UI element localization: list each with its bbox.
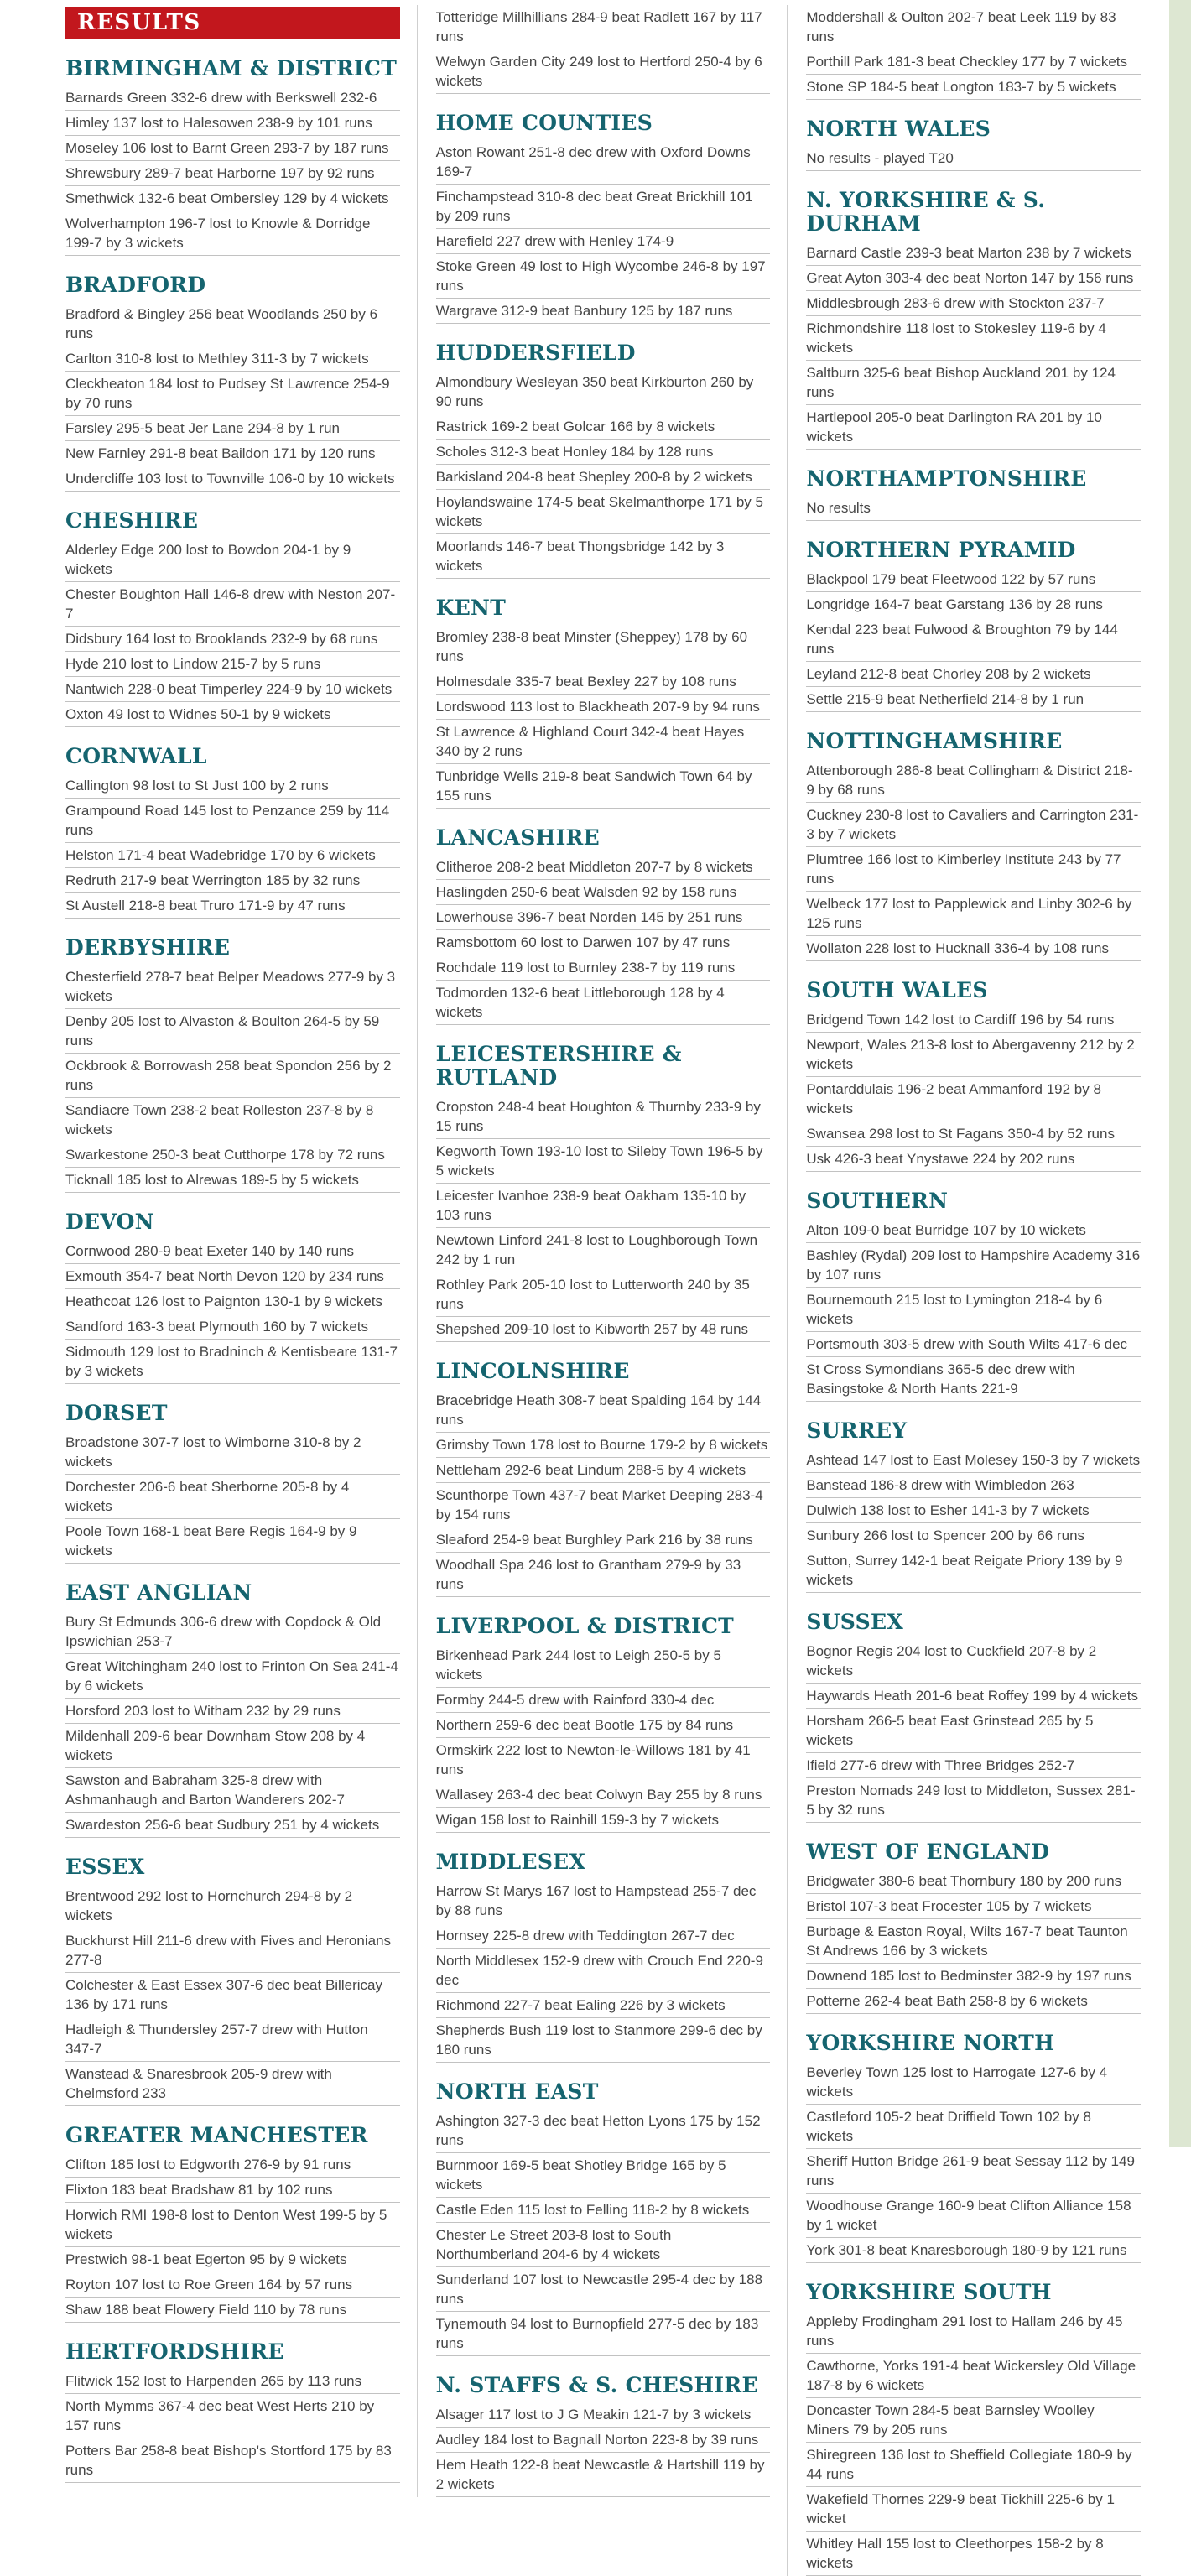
result-row: Aston Rowant 251-8 dec drew with Oxford Downs 169-7 — [436, 140, 771, 185]
league-section — [806, 2281, 1141, 2576]
result-row: Horsford 203 lost to Witham 232 by 29 runs — [65, 1699, 400, 1724]
section-title: MIDDLESEX — [435, 1850, 586, 1874]
result-row: Appleby Frodingham 291 lost to Hallam 246 by 45 runs — [806, 2309, 1141, 2354]
result-row: Leicester Ivanhoe 238-9 beat Oakham 135-10 by 103 runs — [436, 1184, 771, 1228]
result-row: Wallasey 263-4 dec beat Colwyn Bay 255 by 8 runs — [436, 1782, 771, 1808]
league-section — [65, 936, 400, 1193]
result-row: Alderley Edge 200 lost to Bowdon 204-1 by 9 wickets — [65, 538, 400, 582]
result-row: Sleaford 254-9 beat Burghley Park 216 by 38 runs — [436, 1527, 771, 1553]
result-row: Almondbury Wesleyan 350 beat Kirkburton 260 by 90 runs — [436, 370, 771, 414]
result-row: Pontarddulais 196-2 beat Ammanford 192 by 8 wickets — [806, 1077, 1141, 1121]
result-row: Longridge 164-7 beat Garstang 136 by 28 runs — [806, 592, 1141, 617]
result-row: Todmorden 132-6 beat Littleborough 128 by 4 wickets — [436, 981, 771, 1025]
result-row: Haslingden 250-6 beat Walsden 92 by 158 runs — [436, 880, 771, 905]
section-title: YORKSHIRE SOUTH — [806, 2280, 1052, 2304]
result-row: Ashington 327-3 dec beat Hetton Lyons 175 by 152 runs — [436, 2109, 771, 2153]
result-row: Porthill Park 181-3 beat Checkley 177 by 7 wickets — [806, 49, 1141, 75]
section-title: EAST ANGLIAN — [65, 1580, 252, 1605]
result-row: Sawston and Babraham 325-8 drew with Ashmanhaugh and Barton Wanderers 202-7 — [65, 1768, 400, 1813]
result-row: Undercliffe 103 lost to Townville 106-0 by 10 wickets — [65, 466, 400, 492]
result-row: Ticknall 185 lost to Alrewas 189-5 by 5 wickets — [65, 1168, 400, 1193]
league-section — [436, 112, 771, 324]
result-row: Welbeck 177 lost to Papplewick and Linby 302-6 by 125 runs — [806, 892, 1141, 936]
result-row: Bury St Edmunds 306-6 drew with Copdock & Old Ipswichian 253-7 — [65, 1610, 400, 1654]
section-title: HOME COUNTIES — [435, 111, 653, 135]
league-section — [806, 5, 1141, 100]
section-title: YORKSHIRE NORTH — [806, 2031, 1055, 2055]
result-row: Clifton 185 lost to Edgworth 276-9 by 91 runs — [65, 2152, 400, 2178]
result-row: Banstead 186-8 drew with Wimbledon 263 — [806, 1473, 1141, 1498]
league-section — [436, 2080, 771, 2356]
section-title: NORTH WALES — [806, 117, 991, 141]
result-row: Bracebridge Heath 308-7 beat Spalding 164 by 144 runs — [436, 1388, 771, 1433]
result-row: Himley 137 lost to Halesowen 238-9 by 101 runs — [65, 111, 400, 136]
result-row: Heathcoat 126 lost to Paignton 130-1 by 9 wickets — [65, 1289, 400, 1314]
result-row: Swarkestone 250-3 beat Cutthorpe 178 by 72 runs — [65, 1142, 400, 1168]
result-row: Newtown Linford 241-8 lost to Loughborough Town 242 by 1 run — [436, 1228, 771, 1272]
results-banner-label: RESULTS — [77, 10, 201, 35]
section-title: NORTHAMPTONSHIRE — [806, 466, 1087, 491]
result-row: Wollaton 228 lost to Hucknall 336-4 by 108 runs — [806, 936, 1141, 961]
section-title: ESSEX — [65, 1855, 145, 1879]
section-title: LANCASHIRE — [435, 825, 600, 850]
result-row: Horsham 266-5 beat East Grinstead 265 by 5 wickets — [806, 1709, 1141, 1753]
result-row: Usk 426-3 beat Ynystawe 224 by 202 runs — [806, 1147, 1141, 1172]
section-title: SURREY — [806, 1418, 908, 1443]
result-row: Welwyn Garden City 249 lost to Hertford 250-4 by 6 wickets — [436, 49, 771, 94]
result-row: Shrewsbury 289-7 beat Harborne 197 by 92 runs — [65, 161, 400, 186]
result-row: Birkenhead Park 244 lost to Leigh 250-5 by 5 wickets — [436, 1643, 771, 1688]
league-section — [436, 1360, 771, 1597]
section-title: NOTTINGHAMSHIRE — [806, 729, 1063, 753]
result-row: Scholes 312-3 beat Honley 184 by 128 runs — [436, 440, 771, 465]
result-row: Scunthorpe Town 437-7 beat Market Deeping 283-4 by 154 runs — [436, 1483, 771, 1527]
result-row: Oxton 49 lost to Widnes 50-1 by 9 wickets — [65, 702, 400, 727]
results-banner — [65, 7, 400, 39]
result-row: St Cross Symondians 365-5 dec drew with Basingstoke & North Hants 221-9 — [806, 1357, 1141, 1402]
page-margin-strip — [1169, 0, 1191, 2147]
result-row: Moorlands 146-7 beat Thongsbridge 142 by 3 wickets — [436, 534, 771, 579]
section-title: LIVERPOOL & DISTRICT — [435, 1614, 735, 1638]
league-section — [65, 57, 400, 256]
result-row: Poole Town 168-1 beat Bere Regis 164-9 by 9 wickets — [65, 1519, 400, 1564]
league-section — [806, 467, 1141, 521]
result-row: Barnards Green 332-6 drew with Berkswell 232-6 — [65, 86, 400, 111]
result-row: Cleckheaton 184 lost to Pudsey St Lawrence 254-9 by 70 runs — [65, 372, 400, 416]
result-row: Colchester & East Essex 307-6 dec beat Billericay 136 by 171 runs — [65, 1973, 400, 2017]
result-row: Bristol 107-3 beat Frocester 105 by 7 wickets — [806, 1894, 1141, 1919]
result-row: Bromley 238-8 beat Minster (Sheppey) 178 by 60 runs — [436, 625, 771, 669]
result-row: Bridgend Town 142 lost to Cardiff 196 by 54 runs — [806, 1007, 1141, 1033]
result-row: Chester Boughton Hall 146-8 drew with Neston 207-7 — [65, 582, 400, 627]
result-row: Smethwick 132-6 beat Ombersley 129 by 4 wickets — [65, 186, 400, 211]
section-title: HERTFORDSHIRE — [65, 2339, 284, 2364]
result-row: North Middlesex 152-9 drew with Crouch End 220-9 dec — [436, 1949, 771, 1993]
result-row: Shepherds Bush 119 lost to Stanmore 299-6 dec by 180 runs — [436, 2018, 771, 2063]
league-section — [806, 1189, 1141, 1402]
result-row: Shepshed 209-10 lost to Kibworth 257 by 48 runs — [436, 1317, 771, 1342]
result-row: Clitheroe 208-2 beat Middleton 207-7 by 8 wickets — [436, 855, 771, 880]
results-column-1 — [65, 5, 417, 2483]
result-row: Shaw 188 beat Flowery Field 110 by 78 runs — [65, 2298, 400, 2323]
result-row: Chesterfield 278-7 beat Belper Meadows 277-9 by 3 wickets — [65, 965, 400, 1009]
result-row: Rochdale 119 lost to Burnley 238-7 by 119 runs — [436, 955, 771, 981]
result-row: Exmouth 354-7 beat North Devon 120 by 234 runs — [65, 1264, 400, 1289]
result-row: Rothley Park 205-10 lost to Lutterworth 240 by 35 runs — [436, 1272, 771, 1317]
result-row: Nettleham 292-6 beat Lindum 288-5 by 4 wickets — [436, 1458, 771, 1483]
result-row: Hoylandswaine 174-5 beat Skelmanthorpe 171 by 5 wickets — [436, 490, 771, 534]
result-row: Alsager 117 lost to J G Meakin 121-7 by 3 wickets — [436, 2402, 771, 2428]
section-title: NORTHERN PYRAMID — [806, 538, 1076, 562]
result-row: Carlton 310-8 lost to Methley 311-3 by 7 wickets — [65, 346, 400, 372]
result-row: St Austell 218-8 beat Truro 171-9 by 47 runs — [65, 893, 400, 919]
result-row: Wargrave 312-9 beat Banbury 125 by 187 runs — [436, 299, 771, 324]
result-row: Stone SP 184-5 beat Longton 183-7 by 5 wickets — [806, 75, 1141, 100]
result-row: Haywards Heath 201-6 beat Roffey 199 by 4 wickets — [806, 1684, 1141, 1709]
results-column-3 — [787, 5, 1157, 2576]
result-row: Newport, Wales 213-8 lost to Abergavenny 212 by 2 wickets — [806, 1033, 1141, 1077]
section-title: N. STAFFS & S. CHESHIRE — [435, 2373, 758, 2397]
result-row: Brentwood 292 lost to Hornchurch 294-8 by 2 wickets — [65, 1884, 400, 1928]
league-section — [436, 826, 771, 1025]
result-row: Sidmouth 129 lost to Bradninch & Kentisbeare 131-7 by 3 wickets — [65, 1340, 400, 1384]
league-section — [806, 189, 1141, 450]
result-row: Portsmouth 303-5 drew with South Wilts 417-6 dec — [806, 1332, 1141, 1357]
result-row: Hem Heath 122-8 beat Newcastle & Hartshill 119 by 2 wickets — [436, 2453, 771, 2497]
result-row: Kendal 223 beat Fulwood & Broughton 79 by 144 runs — [806, 617, 1141, 662]
section-title: DEVON — [65, 1210, 154, 1234]
result-row: Broadstone 307-7 lost to Wimborne 310-8 by 2 wickets — [65, 1430, 400, 1475]
result-row: Hyde 210 lost to Lindow 215-7 by 5 runs — [65, 652, 400, 677]
result-row: Whitley Hall 155 lost to Cleethorpes 158-2 by 8 wickets — [806, 2532, 1141, 2576]
section-title: WEST OF ENGLAND — [806, 1840, 1050, 1864]
result-row: Woodhall Spa 246 lost to Grantham 279-9 by 33 runs — [436, 1553, 771, 1597]
result-row: Nantwich 228-0 beat Timperley 224-9 by 10 wickets — [65, 677, 400, 702]
league-section — [436, 1615, 771, 1833]
result-row: Prestwich 98-1 beat Egerton 95 by 9 wickets — [65, 2247, 400, 2272]
result-row: Bradford & Bingley 256 beat Woodlands 250 by 6 runs — [65, 302, 400, 346]
league-section — [65, 745, 400, 919]
league-section — [65, 1855, 400, 2106]
section-title: BRADFORD — [65, 273, 206, 297]
result-row: Bridgwater 380-6 beat Thornbury 180 by 200 runs — [806, 1869, 1141, 1894]
result-row: Flitwick 152 lost to Harpenden 265 by 113 runs — [65, 2369, 400, 2394]
result-row: Burnmoor 169-5 beat Shotley Bridge 165 by 5 wickets — [436, 2153, 771, 2198]
section-title: HUDDERSFIELD — [435, 341, 636, 365]
league-section — [806, 117, 1141, 171]
section-title: SOUTH WALES — [806, 978, 988, 1002]
league-section — [65, 1402, 400, 1564]
league-section — [436, 1850, 771, 2063]
section-title: SUSSEX — [806, 1610, 904, 1634]
result-row: Woodhouse Grange 160-9 beat Clifton Alliance 158 by 1 wicket — [806, 2194, 1141, 2238]
result-row: Rastrick 169-2 beat Golcar 166 by 8 wickets — [436, 414, 771, 440]
result-row: Castleford 105-2 beat Driffield Town 102 by 8 wickets — [806, 2105, 1141, 2149]
result-row: Mildenhall 209-6 bear Downham Stow 208 by 4 wickets — [65, 1724, 400, 1768]
result-row: Wanstead & Snaresbrook 205-9 drew with Chelmsford 233 — [65, 2062, 400, 2106]
result-row: Kegworth Town 193-10 lost to Sileby Town 196-5 by 5 wickets — [436, 1139, 771, 1184]
league-section — [806, 2032, 1141, 2263]
result-row: Sheriff Hutton Bridge 261-9 beat Sessay 112 by 149 runs — [806, 2149, 1141, 2194]
result-row: Barnard Castle 239-3 beat Marton 238 by 7 wickets — [806, 241, 1141, 266]
result-row: Shiregreen 136 lost to Sheffield Collegiate 180-9 by 44 runs — [806, 2443, 1141, 2487]
league-section — [65, 1581, 400, 1838]
result-row: Sandiacre Town 238-2 beat Rolleston 237-8 by 8 wickets — [65, 1098, 400, 1142]
section-title: SOUTHERN — [806, 1189, 949, 1213]
result-row: Holmesdale 335-7 beat Bexley 227 by 108 runs — [436, 669, 771, 695]
league-section — [436, 5, 771, 94]
result-row: Alton 109-0 beat Burridge 107 by 10 wickets — [806, 1218, 1141, 1243]
league-section — [65, 273, 400, 492]
result-row: St Lawrence & Highland Court 342-4 beat Hayes 340 by 2 runs — [436, 720, 771, 764]
result-row: Ockbrook & Borrowash 258 beat Spondon 256 by 2 runs — [65, 1054, 400, 1098]
result-row: Cornwood 280-9 beat Exeter 140 by 140 runs — [65, 1239, 400, 1264]
result-row: Hartlepool 205-0 beat Darlington RA 201 by 10 wickets — [806, 405, 1141, 450]
result-row: Settle 215-9 beat Netherfield 214-8 by 1 run — [806, 687, 1141, 712]
league-section — [806, 1419, 1141, 1593]
result-row: Moseley 106 lost to Barnt Green 293-7 by 187 runs — [65, 136, 400, 161]
league-section — [806, 1611, 1141, 1823]
result-row: Dulwich 138 lost to Esher 141-3 by 7 wickets — [806, 1498, 1141, 1523]
result-row: Doncaster Town 284-5 beat Barnsley Woolley Miners 79 by 205 runs — [806, 2398, 1141, 2443]
result-row: Wolverhampton 196-7 lost to Knowle & Dorridge 199-7 by 3 wickets — [65, 211, 400, 256]
section-title: BIRMINGHAM & DISTRICT — [65, 56, 398, 81]
result-row: Grampound Road 145 lost to Penzance 259 by 114 runs — [65, 799, 400, 843]
result-row: Sunbury 266 lost to Spencer 200 by 66 runs — [806, 1523, 1141, 1548]
result-row: Dorchester 206-6 beat Sherborne 205-8 by 4 wickets — [65, 1475, 400, 1519]
result-row: Attenborough 286-8 beat Collingham & District 218-9 by 68 runs — [806, 758, 1141, 803]
result-row: Lordswood 113 lost to Blackheath 207-9 by 94 runs — [436, 695, 771, 720]
result-row: Bashley (Rydal) 209 lost to Hampshire Academy 316 by 107 runs — [806, 1243, 1141, 1288]
section-title: N. YORKSHIRE & S. DURHAM — [806, 188, 1046, 236]
result-row: Cuckney 230-8 lost to Cavaliers and Carrington 231-3 by 7 wickets — [806, 803, 1141, 847]
result-row: Sutton, Surrey 142-1 beat Reigate Priory 139 by 9 wickets — [806, 1548, 1141, 1593]
result-row: Flixton 183 beat Bradshaw 81 by 102 runs — [65, 2178, 400, 2203]
result-row: Plumtree 166 lost to Kimberley Institute 243 by 77 runs — [806, 847, 1141, 892]
result-row: Audley 184 lost to Bagnall Norton 223-8 by 39 runs — [436, 2428, 771, 2453]
result-row: Farsley 295-5 beat Jer Lane 294-8 by 1 run — [65, 416, 400, 441]
result-row: Buckhurst Hill 211-6 drew with Fives and Heronians 277-8 — [65, 1928, 400, 1973]
result-row: Tunbridge Wells 219-8 beat Sandwich Town 64 by 155 runs — [436, 764, 771, 809]
result-row: Great Ayton 303-4 dec beat Norton 147 by 156 runs — [806, 266, 1141, 291]
league-section — [436, 1043, 771, 1342]
result-row: Cawthorne, Yorks 191-4 beat Wickersley Old Village 187-8 by 6 wickets — [806, 2354, 1141, 2398]
result-row: Northern 259-6 dec beat Bootle 175 by 84 runs — [436, 1713, 771, 1738]
result-row: Bognor Regis 204 lost to Cuckfield 207-8 by 2 wickets — [806, 1639, 1141, 1684]
result-row: Helston 171-4 beat Wadebridge 170 by 6 wickets — [65, 843, 400, 868]
result-row: Bournemouth 215 lost to Lymington 218-4 by 6 wickets — [806, 1288, 1141, 1332]
result-row: Middlesbrough 283-6 drew with Stockton 237-7 — [806, 291, 1141, 316]
section-title: NORTH EAST — [435, 2079, 599, 2104]
result-row: Totteridge Millhillians 284-9 beat Radlett 167 by 117 runs — [436, 5, 771, 49]
result-row: Cropston 248-4 beat Houghton & Thurnby 233-9 by 15 runs — [436, 1095, 771, 1139]
league-section — [65, 2124, 400, 2323]
result-row: Chester Le Street 203-8 lost to South Northumberland 204-6 by 4 wickets — [436, 2223, 771, 2267]
result-row: Stoke Green 49 lost to High Wycombe 246-8 by 197 runs — [436, 254, 771, 299]
section-title: LEICESTERSHIRE & RUTLAND — [435, 1042, 682, 1090]
result-row: Great Witchingham 240 lost to Frinton On Sea 241-4 by 6 wickets — [65, 1654, 400, 1699]
result-row: No results - played T20 — [806, 146, 1141, 171]
result-row: Finchampstead 310-8 dec beat Great Brickhill 101 by 209 runs — [436, 185, 771, 229]
result-row: Denby 205 lost to Alvaston & Boulton 264-5 by 59 runs — [65, 1009, 400, 1054]
league-section — [806, 1840, 1141, 2014]
result-row: Leyland 212-8 beat Chorley 208 by 2 wickets — [806, 662, 1141, 687]
result-row: Ifield 277-6 drew with Three Bridges 252-7 — [806, 1753, 1141, 1778]
result-row: Burbage & Easton Royal, Wilts 167-7 beat Taunton St Andrews 166 by 3 wickets — [806, 1919, 1141, 1964]
result-row: Didsbury 164 lost to Brooklands 232-9 by 68 runs — [65, 627, 400, 652]
result-row: Barkisland 204-8 beat Shepley 200-8 by 2 wickets — [436, 465, 771, 490]
result-row: North Mymms 367-4 dec beat West Herts 210 by 157 runs — [65, 2394, 400, 2438]
result-row: Saltburn 325-6 beat Bishop Auckland 201 by 124 runs — [806, 361, 1141, 405]
section-title: KENT — [435, 596, 507, 620]
result-row: Swansea 298 lost to St Fagans 350-4 by 52 runs — [806, 1121, 1141, 1147]
league-section — [436, 596, 771, 809]
result-row: Blackpool 179 beat Fleetwood 122 by 57 runs — [806, 567, 1141, 592]
result-row: Ashtead 147 lost to East Molesey 150-3 by 7 wickets — [806, 1448, 1141, 1473]
result-row: Royton 107 lost to Roe Green 164 by 57 runs — [65, 2272, 400, 2298]
result-row: Potters Bar 258-8 beat Bishop's Stortford 175 by 83 runs — [65, 2438, 400, 2483]
section-title: DERBYSHIRE — [65, 935, 231, 960]
result-row: No results — [806, 496, 1141, 521]
result-row: New Farnley 291-8 beat Baildon 171 by 120 runs — [65, 441, 400, 466]
results-column-2 — [417, 5, 788, 2497]
result-row: Moddershall & Oulton 202-7 beat Leek 119 by 83 runs — [806, 5, 1141, 49]
result-row: Harefield 227 drew with Henley 174-9 — [436, 229, 771, 254]
section-title: CORNWALL — [65, 744, 207, 768]
result-row: Sandford 163-3 beat Plymouth 160 by 7 wickets — [65, 1314, 400, 1340]
result-row: Downend 185 lost to Bedminster 382-9 by 197 runs — [806, 1964, 1141, 1989]
league-section — [806, 539, 1141, 712]
result-row: Ormskirk 222 lost to Newton-le-Willows 181 by 41 runs — [436, 1738, 771, 1782]
result-row: Sunderland 107 lost to Newcastle 295-4 dec by 188 runs — [436, 2267, 771, 2312]
result-row: Harrow St Marys 167 lost to Hampstead 255-7 dec by 88 runs — [436, 1879, 771, 1923]
result-row: Hadleigh & Thundersley 257-7 drew with Hutton 347-7 — [65, 2017, 400, 2062]
result-row: Richmond 227-7 beat Ealing 226 by 3 wickets — [436, 1993, 771, 2018]
result-row: Hornsey 225-8 drew with Teddington 267-7 dec — [436, 1923, 771, 1949]
result-row: York 301-8 beat Knaresborough 180-9 by 121 runs — [806, 2238, 1141, 2263]
league-section — [436, 341, 771, 579]
league-section — [65, 2340, 400, 2483]
result-row: Swardeston 256-6 beat Sudbury 251 by 4 wickets — [65, 1813, 400, 1838]
league-section — [65, 509, 400, 727]
league-section — [65, 1210, 400, 1384]
section-title: DORSET — [65, 1401, 168, 1425]
result-row: Ramsbottom 60 lost to Darwen 107 by 47 runs — [436, 930, 771, 955]
result-row: Lowerhouse 396-7 beat Norden 145 by 251 runs — [436, 905, 771, 930]
result-row: Wakefield Thornes 229-9 beat Tickhill 225-6 by 1 wicket — [806, 2487, 1141, 2532]
result-row: Tynemouth 94 lost to Burnopfield 277-5 dec by 183 runs — [436, 2312, 771, 2356]
result-row: Grimsby Town 178 lost to Bourne 179-2 by 8 wickets — [436, 1433, 771, 1458]
result-row: Wigan 158 lost to Rainhill 159-3 by 7 wickets — [436, 1808, 771, 1833]
result-row: Preston Nomads 249 lost to Middleton, Sussex 281-5 by 32 runs — [806, 1778, 1141, 1823]
section-title: LINCOLNSHIRE — [435, 1359, 630, 1383]
result-row: Beverley Town 125 lost to Harrogate 127-6 by 4 wickets — [806, 2060, 1141, 2105]
result-row: Redruth 217-9 beat Werrington 185 by 32 runs — [65, 868, 400, 893]
result-row: Horwich RMI 198-8 lost to Denton West 199-5 by 5 wickets — [65, 2203, 400, 2247]
league-section — [806, 730, 1141, 961]
league-section — [806, 979, 1141, 1172]
section-title: CHESHIRE — [65, 508, 199, 533]
result-row: Callington 98 lost to St Just 100 by 2 runs — [65, 773, 400, 799]
result-row: Richmondshire 118 lost to Stokesley 119-6 by 4 wickets — [806, 316, 1141, 361]
section-title: GREATER MANCHESTER — [65, 2123, 368, 2147]
result-row: Potterne 262-4 beat Bath 258-8 by 6 wickets — [806, 1989, 1141, 2014]
result-row: Castle Eden 115 lost to Felling 118-2 by 8 wickets — [436, 2198, 771, 2223]
result-row: Formby 244-5 drew with Rainford 330-4 dec — [436, 1688, 771, 1713]
league-section — [436, 2374, 771, 2497]
